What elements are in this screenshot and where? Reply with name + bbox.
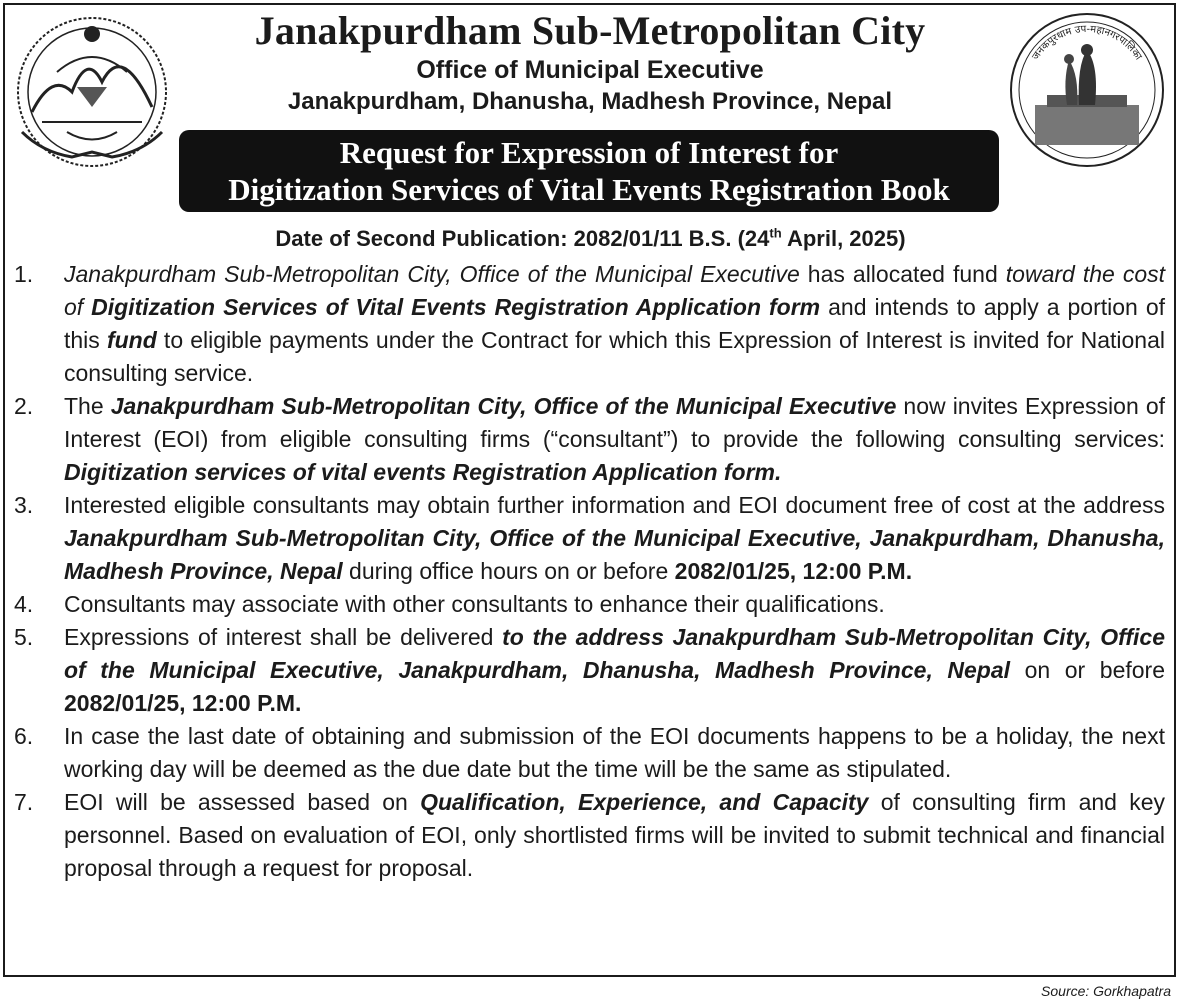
source-credit: Source: Gorkhapatra [1041,983,1171,999]
list-item [14,258,1165,390]
list-item [14,588,1165,621]
list-item-number: 3. [14,492,34,518]
text-run: now invites Expression of Interest (EOI) from eligible consulting firms (“consultant”) to provide the following consulting services: [64,393,1166,452]
list-item [14,390,1165,489]
text-run: during office hours on or before [342,558,675,584]
text-run: and intends to apply a portion of this [64,294,1165,353]
publication-date [0,224,1181,254]
text-run: Digitization services of vital events Registration Application form. [64,459,782,485]
list-item [14,786,1165,885]
list-item-number: 6. [14,723,34,749]
publication-date-sup: th [769,225,782,241]
list-item-number: 2. [14,393,34,419]
text-run: In case the last date of obtaining and submission of the EOI documents happens to be a holiday, the next working day will be deemed as the due date but the time will be the same as stipulated. [64,723,1165,782]
notice-header [180,8,1000,118]
text-run: The [64,393,111,419]
city-seal-icon [1007,10,1167,170]
text-run: fund [106,327,157,353]
list-item-number: 4. [14,591,34,617]
publication-date-suffix: April, 2025) [781,226,906,251]
list-item-text [64,258,1165,390]
address-title: Janakpurdham, Dhanusha, Madhesh Province, Nepal [287,88,893,115]
text-run: Consultants may associate with other consultants to enhance their qualifications. [64,591,885,617]
text-run: toward the cost of [64,261,1165,320]
eoi-clauses-list [14,258,1165,885]
text-run: Janakpurdham Sub-Metropolitan City, Office of the Municipal Executive [64,261,800,287]
text-run: of consulting firm and key personnel. Based on evaluation of EOI, only shortlisted firms will be invited to submit technical and financial proposal through a request for proposal. [64,789,1165,881]
list-item [14,720,1165,786]
text-run: 2082/01/25, 12:00 P.M. [674,558,913,584]
list-item-number: 7. [14,789,34,815]
text-run: on or before [1010,657,1166,683]
text-run: Qualification, Experience, and Capacity [420,789,869,815]
nepal-emblem-icon [12,12,172,172]
list-item-text [64,621,1165,720]
text-run: Expressions of interest shall be delivered [64,624,503,650]
text-run: to the address Janakpurdham Sub-Metropolitan City, Office of the Municipal Executive, Janakpurdham, Dhanusha, Madhesh Province, Nepal [64,624,1165,683]
list-item-text [64,489,1165,588]
list-item-number: 5. [14,624,34,650]
text-run: Janakpurdham Sub-Metropolitan City, Office of the Municipal Executive, Janakpurdham, Dhanusha, Madhesh Province, Nepal [64,525,1165,584]
list-item [14,621,1165,720]
city-title: Janakpurdham Sub-Metropolitan City [254,8,926,53]
text-run: Janakpurdham Sub-Metropolitan City, Office of the Municipal Executive [110,393,897,419]
publication-date-prefix: Date of Second Publication: 2082/01/11 B.S. (24 [275,226,770,251]
text-run: to eligible payments under the Contract for which this Expression of Interest is invited for National consulting service. [64,327,1165,386]
text-run: Digitization Services of Vital Events Registration Application form [91,294,821,320]
text-run: 2082/01/25, 12:00 P.M. [64,690,302,716]
list-item-text [64,588,1165,621]
seal-text: जनकपुरधाम उप-महानगरपालिका [1030,23,1144,63]
text-run: EOI will be assessed based on [64,789,421,815]
list-item-text [64,390,1165,489]
list-item-text [64,720,1165,786]
list-item-number: 1. [14,261,34,287]
text-run [83,294,91,320]
eoi-title-banner [179,130,999,212]
text-run: Interested eligible consultants may obtain further information and EOI document free of cost at the address [64,492,1165,518]
banner-line-2: Digitization Services of Vital Events Registration Book [228,172,950,207]
office-title: Office of Municipal Executive [416,56,764,84]
text-run: has allocated fund [799,261,1006,287]
list-item [14,489,1165,588]
banner-line-1: Request for Expression of Interest for [339,135,839,170]
list-item-text [64,786,1165,885]
